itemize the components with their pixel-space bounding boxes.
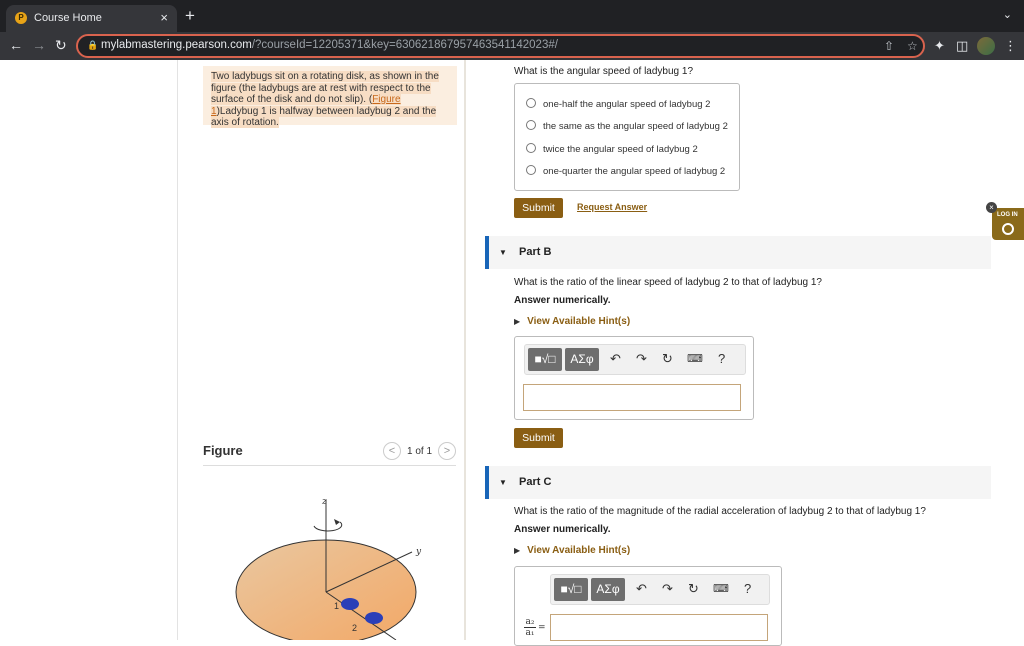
- radio-icon[interactable]: [526, 120, 536, 130]
- intro-text-2: )Ladybug 1 is halfway between ladybug 2 and the axis of rotation.: [211, 105, 437, 128]
- collapse-caret-icon[interactable]: ▼: [499, 478, 507, 487]
- equals-sign: =: [538, 623, 546, 633]
- browser-menu-icon[interactable]: ⋮: [1004, 38, 1017, 53]
- rotation-arrowhead: [334, 519, 340, 525]
- new-tab-button[interactable]: +: [185, 6, 195, 25]
- url-host: mylabmastering.pearson.com: [101, 39, 252, 51]
- share-icon[interactable]: ⇧: [884, 39, 895, 53]
- help-button[interactable]: ?: [718, 351, 726, 366]
- request-answer-link[interactable]: Request Answer: [577, 202, 648, 212]
- reload-icon[interactable]: ↻: [55, 37, 67, 53]
- keyboard-icon[interactable]: ⌨: [713, 583, 729, 595]
- pearson-favicon-icon: P: [15, 12, 27, 24]
- frac-denominator: a₁: [525, 628, 535, 638]
- part-b-accent: [485, 236, 489, 269]
- part-b-hint-toggle[interactable]: [514, 316, 630, 327]
- browser-toolbar: [0, 32, 1024, 60]
- part-b-hint-label: View Available Hint(s): [527, 316, 631, 327]
- part-c-answer-input[interactable]: [550, 614, 768, 641]
- ladybug-1: [341, 598, 359, 610]
- ladybug-2-label: 2: [352, 623, 358, 633]
- figure-pager: 1 of 1: [407, 446, 433, 457]
- part-b-question: What is the ratio of the linear speed of ladybug 2 to that of ladybug 1?: [514, 277, 822, 288]
- frac-numerator: a₂: [525, 617, 535, 627]
- part-c-hint-label: View Available Hint(s): [527, 545, 631, 556]
- part-b-instruction: Answer numerically.: [514, 295, 611, 306]
- part-b-header[interactable]: [485, 236, 991, 269]
- figure-link[interactable]: Figure 1: [211, 94, 401, 117]
- part-c-hint-toggle[interactable]: [514, 545, 630, 556]
- part-b-submit-button[interactable]: Submit: [514, 428, 563, 448]
- part-c-math-toolbar: [550, 574, 770, 605]
- keyboard-icon[interactable]: ⌨: [687, 353, 703, 365]
- ladybug-2: [365, 612, 383, 624]
- option-1-label: one-half the angular speed of ladybug 2: [543, 99, 711, 110]
- bookmark-star-icon[interactable]: ☆: [907, 39, 918, 53]
- collapse-caret-icon[interactable]: ▼: [499, 248, 507, 257]
- part-c-question: What is the ratio of the magnitude of the radial acceleration of ladybug 2 to that of ladybug 1?: [514, 506, 926, 517]
- caret-right-icon: ▶: [514, 317, 521, 326]
- part-c-instruction: Answer numerically.: [514, 524, 611, 535]
- rotating-disk-figure: [224, 492, 454, 640]
- widget-close-button[interactable]: ×: [986, 202, 997, 213]
- extensions-puzzle-icon[interactable]: ✦: [934, 38, 945, 53]
- reset-icon[interactable]: ↻: [662, 351, 673, 366]
- browser-tab[interactable]: [6, 5, 177, 32]
- radio-icon[interactable]: [526, 98, 536, 108]
- tab-search-chevron-icon[interactable]: ⌄: [1002, 9, 1012, 21]
- tab-title: Course Home: [34, 12, 102, 24]
- back-arrow-icon[interactable]: ←: [9, 37, 23, 53]
- figure-prev-button[interactable]: <: [383, 442, 401, 460]
- option-3-label: twice the angular speed of ladybug 2: [543, 144, 698, 155]
- part-b-label: Part B: [519, 246, 552, 258]
- part-c-accent: [485, 466, 489, 499]
- intro-text-1: Two ladybugs sit on a rotating disk, as shown in the figure (the ladybugs are at rest with respect to the surface of the disk and do not slip). (: [211, 71, 439, 105]
- option-2-label: the same as the angular speed of ladybug 2: [543, 121, 728, 132]
- part-c-header[interactable]: [485, 466, 991, 499]
- y-label: y: [416, 547, 422, 557]
- left-border: [177, 60, 178, 640]
- ratio-fraction: [524, 617, 536, 638]
- redo-icon[interactable]: ↷: [636, 351, 647, 366]
- url-path: /?courseId=12205371&key=630621867957463541142023#/: [251, 39, 558, 51]
- figure-header: [203, 442, 456, 466]
- figure-next-button[interactable]: >: [438, 442, 456, 460]
- redo-icon[interactable]: ↷: [662, 581, 673, 596]
- option-3[interactable]: [526, 143, 698, 155]
- part-c-answer-box: [514, 566, 782, 646]
- symbols-button[interactable]: ΑΣφ: [591, 578, 625, 601]
- lock-icon: 🔒: [87, 40, 99, 50]
- part-c-label: Part C: [519, 476, 552, 488]
- part-a-question: What is the angular speed of ladybug 1?: [514, 66, 694, 77]
- caret-right-icon: ▶: [514, 546, 521, 555]
- symbols-button[interactable]: ΑΣφ: [565, 348, 599, 371]
- address-bar[interactable]: [76, 34, 925, 58]
- url-text: [101, 39, 558, 51]
- radio-icon[interactable]: [526, 143, 536, 153]
- ladybug-1-label: 1: [334, 601, 340, 611]
- login-label: LOG IN: [997, 212, 1018, 218]
- page-content: [0, 60, 1024, 640]
- profile-avatar[interactable]: [977, 37, 995, 55]
- column-divider: [464, 60, 466, 640]
- help-button[interactable]: ?: [744, 581, 752, 596]
- option-4[interactable]: [526, 165, 725, 177]
- tab-close-button[interactable]: ×: [160, 10, 168, 25]
- problem-intro: [203, 66, 457, 128]
- templates-button[interactable]: ■√□: [528, 348, 562, 371]
- part-b-math-toolbar: [524, 344, 746, 375]
- reset-icon[interactable]: ↻: [688, 581, 699, 596]
- part-b-answer-input[interactable]: [523, 384, 741, 411]
- chat-icon: [1002, 223, 1014, 235]
- part-a-options: [514, 83, 740, 191]
- undo-icon[interactable]: ↶: [636, 581, 647, 596]
- part-b-answer-box: [514, 336, 754, 420]
- figure-title: Figure: [203, 443, 243, 458]
- side-panel-icon[interactable]: ◫: [956, 38, 969, 53]
- templates-button[interactable]: ■√□: [554, 578, 588, 601]
- forward-arrow-icon[interactable]: →: [32, 37, 46, 53]
- option-4-label: one-quarter the angular speed of ladybug 2: [543, 166, 726, 177]
- undo-icon[interactable]: ↶: [610, 351, 621, 366]
- z-label: z: [322, 497, 327, 507]
- part-a-submit-button[interactable]: Submit: [514, 198, 563, 218]
- option-1[interactable]: [526, 98, 710, 110]
- option-2[interactable]: [526, 120, 728, 132]
- radio-icon[interactable]: [526, 165, 536, 175]
- login-widget[interactable]: [992, 208, 1024, 240]
- browser-tab-bar: [0, 0, 1024, 32]
